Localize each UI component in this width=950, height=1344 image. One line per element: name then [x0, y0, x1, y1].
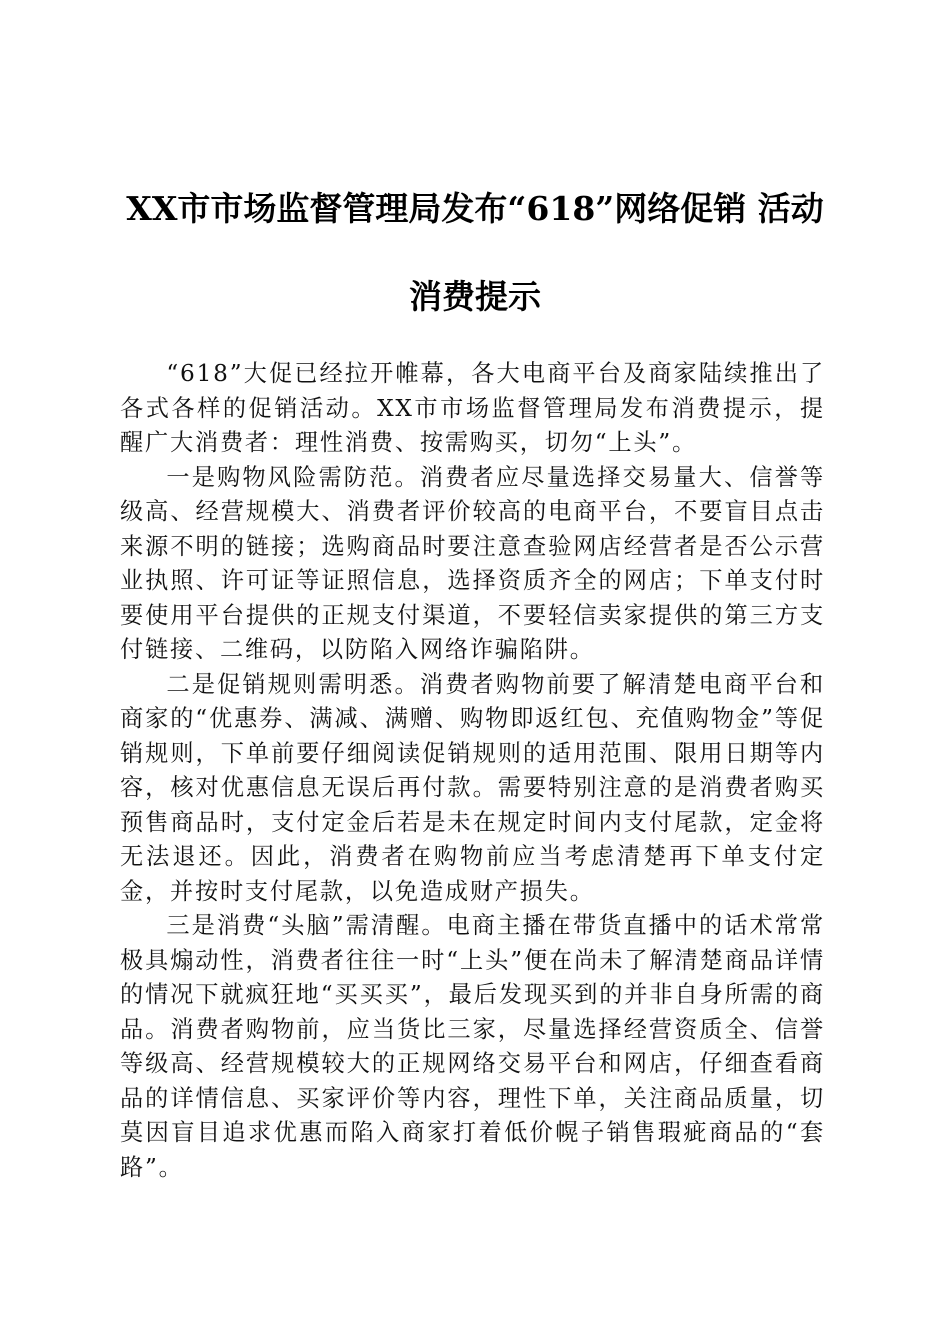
paragraph-clear-mind: 三是消费“头脑”需清醒。电商主播在带货直播中的话术常常极具煽动性，消费者往往一时“上头”便在尚未了解清楚商品详情的情况下就疯狂地“买买买”，最后发现买到的并非自身所需的商品。消费者购物前，应当货比三家，尽量选择经营资质全、信誉等级高、经营规模较大的正规网络交易平台和网店，仔细查看商品的详情信息、买家评价等内容，理性下单，关注商品质量，切莫因盲目追求优惠而陷入商家打着低价幌子销售瑕疵商品的“套路”。 — [120, 912, 825, 1181]
document-body — [120, 357, 825, 1185]
paragraph-intro: “618”大促已经拉开帷幕，各大电商平台及商家陆续推出了各式各样的促销活动。XX市市场监督管理局发布消费提示，提醒广大消费者：理性消费、按需购买，切勿“上头”。 — [120, 360, 825, 456]
document-title: XX市市场监督管理局发布“618”网络促销 活动消费提示 — [126, 189, 824, 316]
paragraph-promotion-rules: 二是促销规则需明悉。消费者购物前要了解清楚电商平台和商家的“优惠券、满减、满赠、购物即返红包、充值购物金”等促销规则，下单前要仔细阅读促销规则的适用范围、限用日期等内容，核对优惠信息无误后再付款。需要特别注意的是消费者购买预售商品时，支付定金后若是未在规定时间内支付尾款，定金将无法退还。因此，消费者在购物前应当考虑清楚再下单支付定金，并按时支付尾款，以免造成财产损失。 — [120, 670, 825, 905]
paragraph-shopping-risk: 一是购物风险需防范。消费者应尽量选择交易量大、信誉等级高、经营规模大、消费者评价较高的电商平台，不要盲目点击来源不明的链接；选购商品时要注意查验网店经营者是否公示营业执照、许可证等证照信息，选择资质齐全的网店；下单支付时要使用平台提供的正规支付渠道，不要轻信卖家提供的第三方支付链接、二维码，以防陷入网络诈骗陷阱。 — [120, 463, 825, 663]
